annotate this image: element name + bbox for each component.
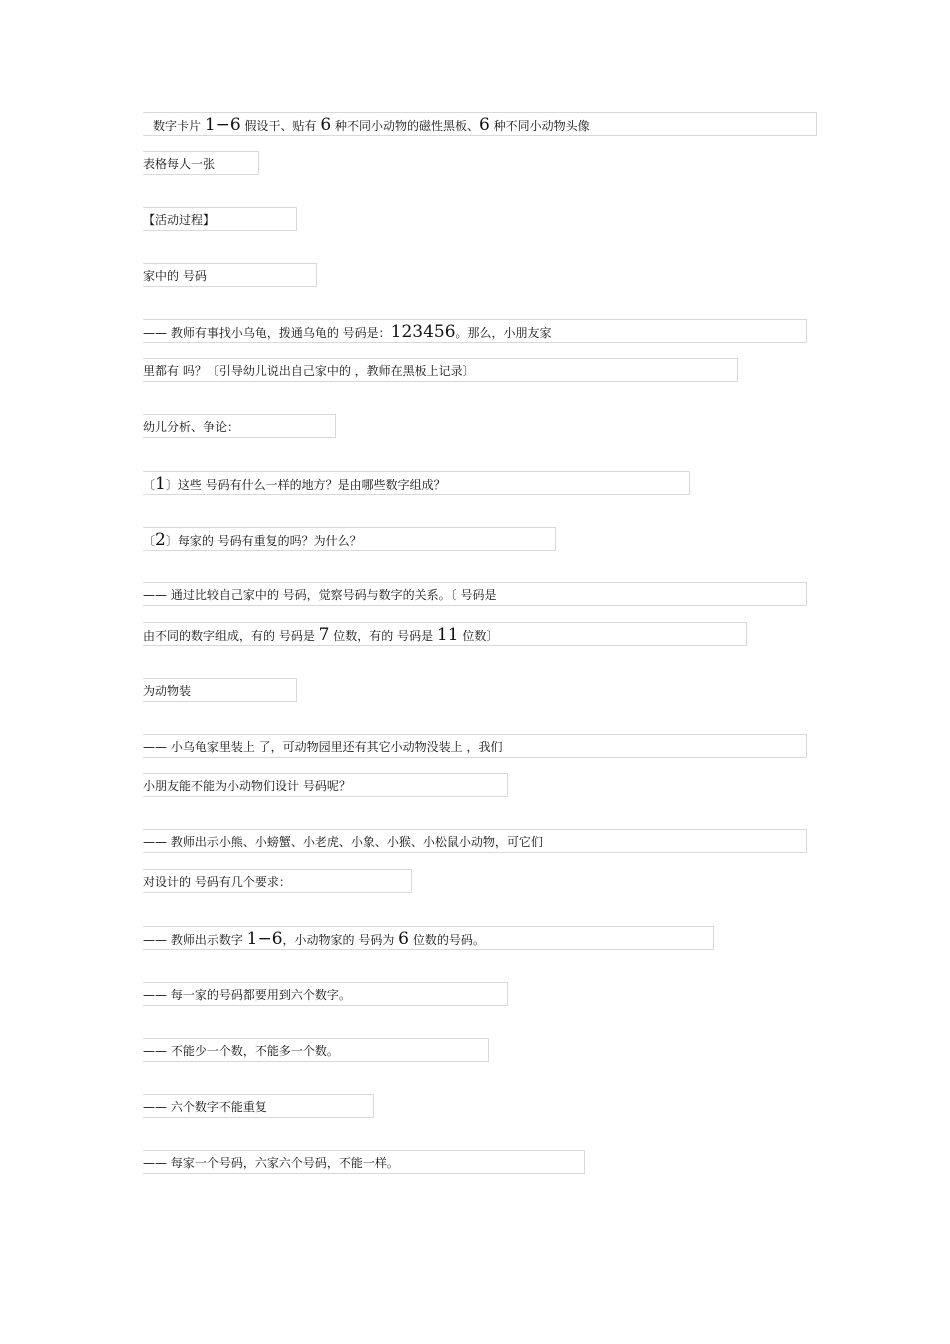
text: 种不同小动物头像: [489, 119, 590, 133]
text: 种不同小动物的磁性黑板、: [331, 119, 480, 133]
rule-line: [143, 926, 714, 950]
materials-line-1: [143, 112, 817, 136]
number: 11: [436, 625, 459, 645]
number-range: 1−6: [246, 929, 283, 949]
text: 〕每家的 号码有重复的吗？为什么？: [165, 534, 362, 548]
number: 6: [320, 115, 332, 135]
question-1: [143, 471, 690, 495]
paragraph-line: [143, 319, 807, 343]
paragraph-line: 里都有 吗？〔引导幼儿说出自己家中的 ，教师在黑板上记录〕: [143, 358, 738, 382]
question-2: [143, 527, 556, 551]
text: 〔: [143, 534, 156, 548]
number-range: 1−6: [204, 115, 241, 135]
number: 123456: [390, 322, 456, 342]
subheading: 家中的 号码: [143, 263, 317, 287]
text: 假设干、贴有: [240, 119, 321, 133]
text: 位数，有的 号码是: [329, 629, 437, 643]
number: 7: [318, 625, 330, 645]
paragraph-line: 小朋友能不能为小动物们设计 号码呢？: [143, 773, 508, 797]
text: 位数〕: [458, 629, 499, 643]
paragraph-line: —— 小乌龟家里装上 了，可动物园里还有其它小动物没装上 ，我们: [143, 734, 807, 758]
rule-line: —— 六个数字不能重复: [143, 1094, 374, 1118]
text: 。那么，小朋友家: [455, 326, 552, 340]
text: —— 教师有事找小乌龟，拨通乌龟的 号码是：: [143, 326, 391, 340]
text: 数字卡片: [153, 119, 205, 133]
rule-line: —— 每家一个号码，六家六个号码，不能一样。: [143, 1150, 585, 1174]
text: 位数的号码。: [409, 933, 485, 947]
text: 〕这些 号码有什么一样的地方？是由哪些数字组成？: [165, 478, 446, 492]
text: 由不同的数字组成，有的 号码是: [143, 629, 319, 643]
subheading: 为动物装: [143, 678, 297, 702]
text: ，小动物家的 号码为: [282, 933, 399, 947]
paragraph-line: 对设计的 号码有几个要求：: [143, 869, 412, 893]
subheading: 幼儿分析、争论：: [143, 414, 336, 438]
paragraph-line: —— 通过比较自己家中的 号码，觉察号码与数字的关系。〔 号码是: [143, 582, 807, 606]
paragraph-line: [143, 622, 747, 646]
paragraph-line: —— 教师出示小熊、小螃蟹、小老虎、小象、小猴、小松鼠小动物，可它们: [143, 829, 807, 853]
number: 1: [155, 474, 166, 494]
text: —— 教师出示数字: [143, 933, 247, 947]
number: 6: [398, 929, 409, 949]
rule-line: —— 每一家的号码都要用到六个数字。: [143, 982, 508, 1006]
number: 6: [479, 115, 490, 135]
rule-line: —— 不能少一个数，不能多一个数。: [143, 1038, 489, 1062]
section-heading: 【活动过程】: [143, 207, 297, 231]
materials-line-2: 表格每人一张: [143, 151, 259, 175]
text: 〔: [143, 478, 156, 492]
number: 2: [155, 530, 166, 550]
